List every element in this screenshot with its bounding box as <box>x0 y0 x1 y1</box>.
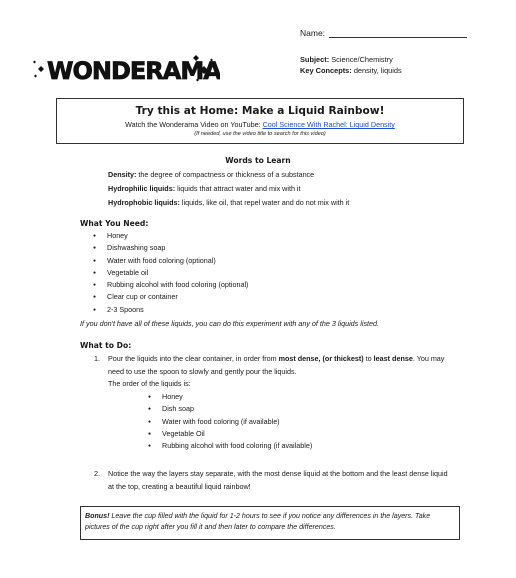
logo-graphic <box>30 48 220 90</box>
order-intro: The order of the liquids is: <box>108 379 191 388</box>
subject-label: Subject: <box>300 55 330 64</box>
step-text <box>94 353 454 391</box>
list-item: ● Water with food coloring (if available) <box>148 416 312 428</box>
list-item: ● Rubbing alcohol with food coloring (optional) <box>93 279 248 291</box>
list-item: ● Vegetable oil <box>93 267 248 279</box>
step-text-part: . You may need to use the spoon to slowly and gently pour the liquids. <box>108 354 445 376</box>
list-item: ● Dish soap <box>148 403 312 415</box>
subject-value: Science/Chemistry <box>331 55 393 64</box>
logo-text: WONDERAMA <box>47 57 220 85</box>
step-2 <box>94 468 454 493</box>
bonus-text: Leave the cup filled with the liquid for 1-2 hours to see if you notice any differences in the layers. Take pictures of the cup right after you fill it and then later to compare the differences. <box>85 512 431 531</box>
materials-note: If you don't have all of these liquids, you can do this experiment with any of the 3 liquids listed. <box>80 319 380 328</box>
concepts-label: Key Concepts: <box>300 66 352 75</box>
step-number: 1. <box>94 354 100 363</box>
definition-term: Hydrophilic liquids: <box>108 184 176 193</box>
definition-text: liquids that attract water and mix with it <box>175 184 301 193</box>
concepts-value: density, liquids <box>353 66 402 75</box>
video-link[interactable]: Cool Science With Rachel: Liquid Density <box>262 120 395 129</box>
definition-term: Density: <box>108 170 137 179</box>
intro-box <box>56 98 464 144</box>
materials-list <box>93 230 248 316</box>
list-item: ● Water with food coloring (optional) <box>93 255 248 267</box>
name-field[interactable] <box>300 28 467 38</box>
step-emphasis: most dense, (or thickest) <box>278 354 364 363</box>
list-item: ● Dishwashing soap <box>93 242 248 254</box>
name-label: Name: <box>300 28 326 38</box>
liquid-order-list <box>148 391 312 452</box>
step-text-part: Pour the liquids into the clear container, in order from <box>108 354 279 363</box>
step-emphasis: least dense <box>373 354 413 363</box>
step-text: Notice the way the layers stay separate, with the most dense liquid at the bottom and the least dense liquid at the top, creating a beautiful liquid rainbow! <box>108 469 448 491</box>
words-to-learn-heading: Words to Learn <box>225 156 291 165</box>
activity-title: Try this at Home: Make a Liquid Rainbow! <box>135 105 385 117</box>
what-to-do-heading: What to Do: <box>80 341 132 350</box>
what-you-need-heading: What You Need: <box>80 219 149 228</box>
name-blank-line[interactable] <box>329 29 467 38</box>
watch-line <box>57 120 463 129</box>
definition-item <box>108 168 349 182</box>
list-item: ● Honey <box>148 391 312 403</box>
subject-block <box>300 54 402 76</box>
definition-term: Hydrophobic liquids: <box>108 198 180 207</box>
step-1 <box>94 353 454 391</box>
step-text-part: to <box>363 354 374 363</box>
definition-item <box>108 182 349 196</box>
list-item: ● Vegetable Oil <box>148 428 312 440</box>
definition-text: liquids, like oil, that repel water and do not mix with it <box>179 198 350 207</box>
sparkle-icon <box>38 66 44 72</box>
step-number: 2. <box>94 469 100 478</box>
watch-prefix: Watch the Wonderama Video on YouTube: <box>125 120 263 129</box>
definition-text: the degree of compactness or thickness of a substance <box>136 170 315 179</box>
bonus-label: Bonus! <box>85 512 110 520</box>
wonderama-logo <box>30 48 220 90</box>
bonus-box <box>80 506 460 540</box>
definitions-list <box>108 168 349 210</box>
list-item: ● Clear cup or container <box>93 291 248 303</box>
list-item: ● 2-3 Spoons <box>93 304 248 316</box>
search-note: (If needed, use the video title to search for this video) <box>194 131 326 137</box>
definition-item <box>108 196 349 210</box>
list-item: ● Honey <box>93 230 248 242</box>
list-item: ● Rubbing alcohol with food coloring (if available) <box>148 440 312 452</box>
